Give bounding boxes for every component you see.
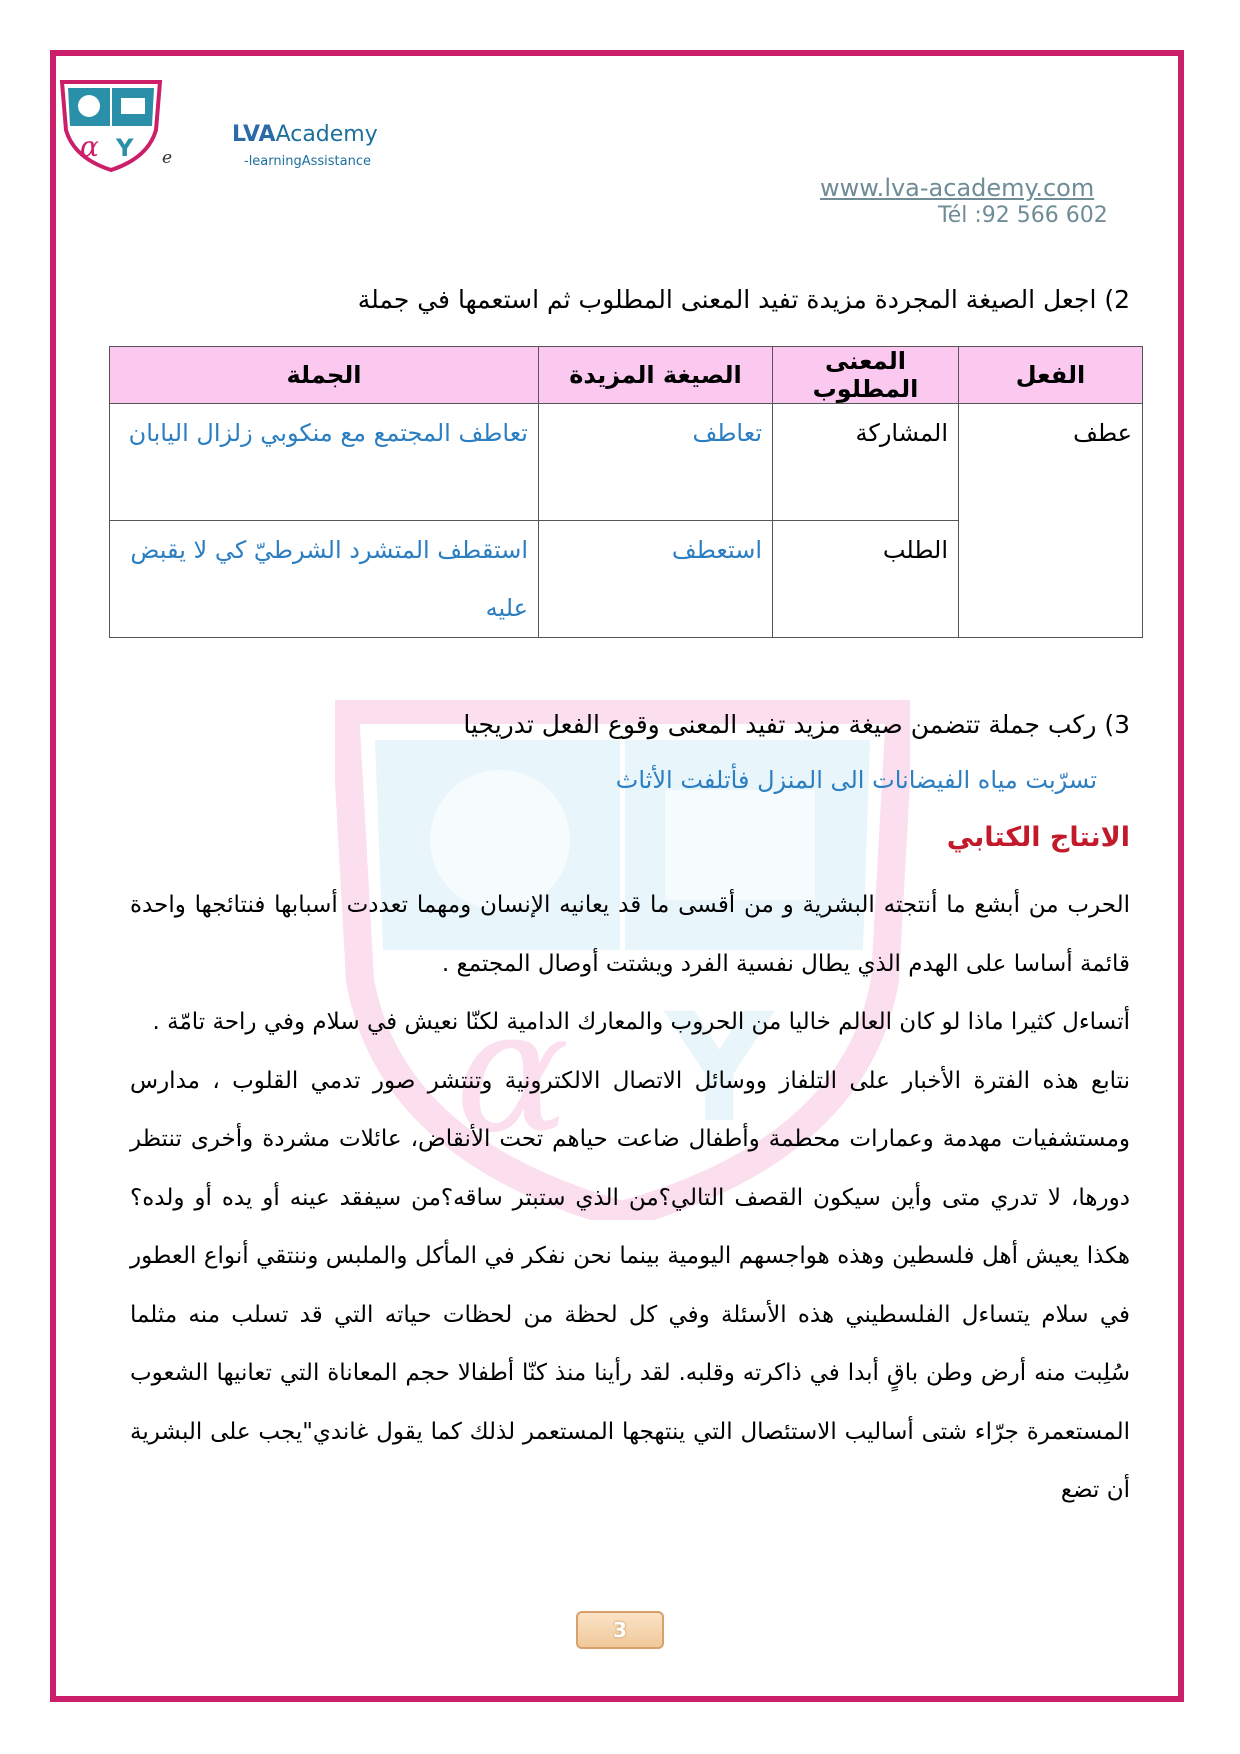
telephone: Tél :92 566 602 bbox=[938, 203, 1108, 228]
header-form: الصيغة المزيدة bbox=[539, 347, 773, 404]
brand-name bbox=[232, 122, 378, 147]
svg-text:Y: Y bbox=[116, 134, 134, 162]
logo-e-letter: e bbox=[162, 148, 173, 168]
form-cell: تعاطف bbox=[539, 404, 773, 521]
brand-academy: Academy bbox=[275, 122, 378, 147]
meaning-cell: الطلب bbox=[773, 521, 959, 638]
svg-text:α: α bbox=[80, 130, 99, 163]
page-number: 3 bbox=[576, 1611, 664, 1649]
header-sentence: الجملة bbox=[110, 347, 539, 404]
answer-3: تسرّبت مياه الفيضانات الى المنزل فأتلفت الأثاث bbox=[615, 766, 1097, 794]
question-3: 3) ركب جملة تتضمن صيغة مزيد تفيد المعنى وقوع الفعل تدريجيا bbox=[463, 710, 1130, 739]
meaning-cell: المشاركة bbox=[773, 404, 959, 521]
table-header-row bbox=[110, 347, 1143, 404]
table-row bbox=[110, 404, 1143, 521]
brand-subtitle: -learningAssistance bbox=[244, 154, 371, 169]
svg-text:Y: Y bbox=[665, 982, 774, 1156]
essay-paragraph: الحرب من أبشع ما أنتجته البشرية و من أقسى ما قد يعانيه الإنسان ومهما تعددت أسبابها فنتائجها واحدة قائمة أساسا على الهدم الذي يطال نفسية الفرد ويشتت أوصال المجتمع . bbox=[130, 892, 1130, 977]
svg-text:α: α bbox=[455, 973, 570, 1171]
section-title: الانتاج الكتابي bbox=[946, 822, 1130, 853]
sentence-cell: استقطف المتشرد الشرطيّ كي لا يقبض عليه bbox=[110, 521, 539, 638]
essay-paragraph: أتساءل كثيرا ماذا لو كان العالم خاليا من الحروب والمعارك الدامية لكنّا نعيش في سلام وفي راحة تامّة . bbox=[152, 1009, 1130, 1035]
verb-table bbox=[109, 346, 1143, 638]
question-2: 2) اجعل الصيغة المجردة مزيدة تفيد المعنى المطلوب ثم استعمها في جملة bbox=[357, 285, 1130, 314]
essay-text bbox=[130, 876, 1130, 1520]
brand-lva: LVA bbox=[232, 122, 276, 147]
form-cell: استعطف bbox=[539, 521, 773, 638]
website-link[interactable]: www.lva-academy.com bbox=[820, 174, 1095, 202]
essay-paragraph: نتابع هذه الفترة الأخبار على التلفاز ووسائل الاتصال الالكترونية وتنتشر صور تدمي القلوب ، مدارس ومستشفيات مهدمة وعمارات محطمة وأطفال ضاعت حياهم تحت الأنقاض، عائلات مشردة وأخرى تنتظر دورها، لا تدري متى وأين سيكون القصف التالي؟من الذي ستبتر ساقه؟من سيفقد عينه أو يده أو ولده؟ هكذا يعيش أهل فلسطين وهذه هواجسهم اليومية بينما نحن نفكر في المأكل والملبس وننتقي أنواع العطور في سلام يتساءل الفلسطيني هذه الأسئلة وفي كل لحظة من لحظات حياته التي قد تسلب منه مثلما سُلِبت منه أرض وطن باقٍ أبدا في ذاكرته وقلبه. لقد رأينا منذ كنّا أطفالا حجم المعاناة التي تعانيها الشعوب المستعمرة جرّاء شتى أساليب الاستئصال التي ينتهجها المستعمر لذلك كما يقول غاندي"يجب على البشرية أن تضع bbox=[130, 1067, 1130, 1503]
header-meaning: المعنى المطلوب bbox=[773, 347, 959, 404]
sentence-cell: تعاطف المجتمع مع منكوبي زلزال اليابان bbox=[110, 404, 539, 521]
header-verb: الفعل bbox=[959, 347, 1143, 404]
verb-cell: عطف bbox=[959, 404, 1143, 638]
academy-logo bbox=[58, 80, 164, 172]
